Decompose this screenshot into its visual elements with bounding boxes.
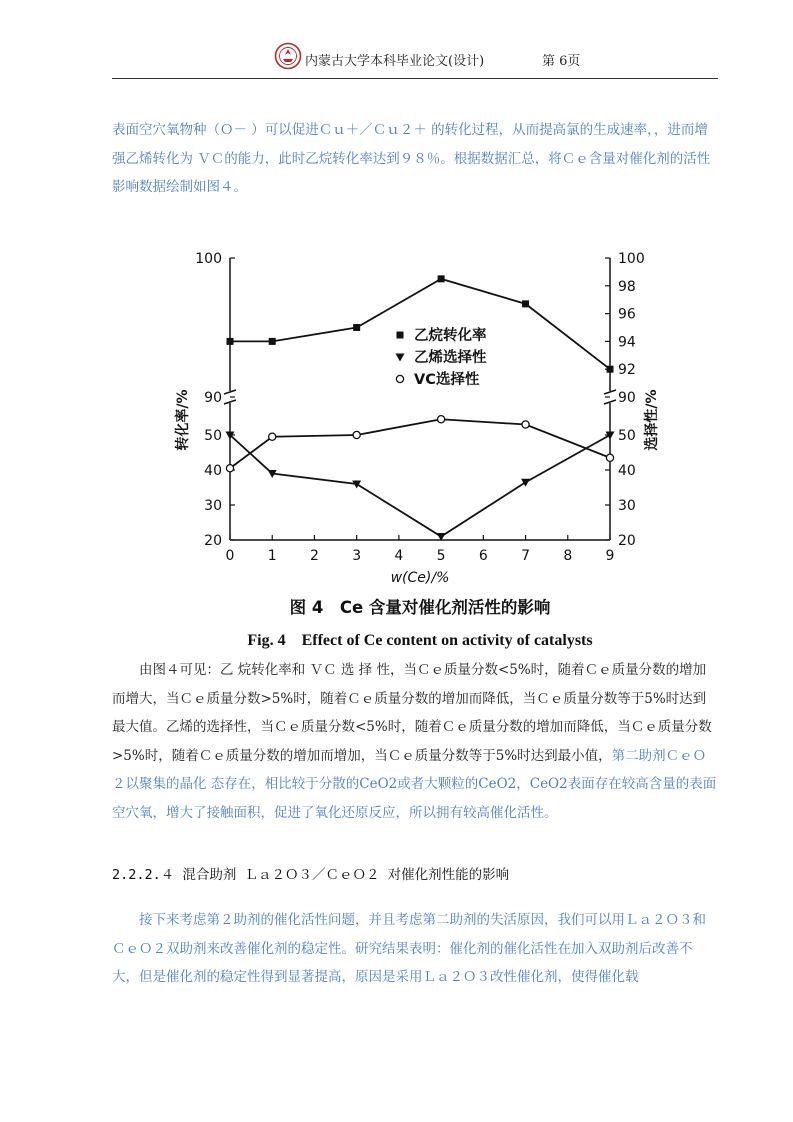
data-point-series-1: [269, 338, 276, 345]
paragraph-2-main: 由图４可见：乙 烷转化率和 ＶＣ 选 择 性，当Ｃｅ质量分数<5%时，随着Ｃｅ质量分数的增加而增大，当Ｃｅ质量分数>5%时，随着Ｃｅ质量分数的增加而降低，当Ｃｅ质量分数等于5%时达到最大值。乙烯的选择性，当Ｃｅ质量分数<5%时，随着Ｃｅ质量分数的增加而降低，当Ｃｅ质量分数>5%时，随着Ｃｅ质量分数的增加而增加，当Ｃｅ质量分数等于5%时达到最小值，: [112, 662, 712, 764]
y-right-tick-label: 96: [618, 306, 636, 323]
figure-4-chart: [160, 240, 660, 649]
x-tick-label: 9: [605, 548, 615, 564]
y-right-axis-label: 选择性/%: [644, 389, 660, 451]
y-left-tick-label: 20: [204, 533, 222, 549]
y-right-tick-label: 98: [618, 278, 636, 295]
y-left-tick-label: 90: [204, 390, 222, 406]
x-tick-label: 6: [478, 548, 488, 564]
x-axis-label: w(Ce)/%: [390, 570, 450, 586]
legend-label-3: VC选择性: [414, 372, 480, 388]
y-right-tick-label: 40: [618, 463, 636, 479]
legend-marker-2: [396, 354, 405, 362]
data-point-series-1: [227, 338, 234, 345]
y-right-tick-label: 90: [618, 390, 636, 406]
y-right-tick-label: 20: [618, 533, 636, 549]
series-line-3: [230, 419, 610, 468]
y-left-axis-label: 转化率/%: [175, 389, 191, 451]
figure-caption-en: Fig. 4 Effect of Ce content on activity of catalysts: [247, 632, 593, 649]
data-point-series-1: [607, 366, 614, 373]
y-right-tick-label: 92: [618, 362, 636, 379]
y-left-tick-label: 50: [204, 428, 222, 444]
legend-marker-1: [397, 332, 404, 339]
y-left-tick-label: 40: [204, 463, 222, 479]
university-seal-icon: [274, 42, 302, 70]
legend-marker-3: [396, 375, 403, 382]
y-right-tick-label: 94: [618, 334, 636, 351]
x-tick-label: 2: [309, 548, 319, 564]
paragraph-2-highlight: 第二助剂ＣｅＯ２以聚集的晶化 态存在，相比较于分散的CeO2或者大颗粒的CeO2，CeO2表面存在较高含量的表面空穴氧，增大了接触面积，促进了氧化还原反应，所以拥有较高催化活性。: [112, 747, 717, 821]
paragraph-2: [112, 656, 718, 827]
y-left-tick-label: 30: [204, 498, 222, 514]
data-point-series-3: [438, 416, 445, 423]
page-header: [112, 40, 718, 79]
series-line-2: [230, 435, 610, 537]
data-point-series-3: [269, 433, 276, 440]
header-title: 内蒙古大学本科毕业论文(设计): [305, 54, 485, 69]
x-tick-label: 0: [225, 548, 235, 564]
x-tick-label: 1: [267, 548, 277, 564]
page-number: 第 6页: [542, 54, 581, 69]
data-point-series-1: [353, 324, 360, 331]
legend-label-2: 乙烯选择性: [414, 350, 487, 366]
y-left-tick-label: 100: [195, 251, 222, 267]
data-point-series-1: [438, 275, 445, 282]
data-point-series-2: [521, 479, 530, 487]
x-tick-label: 7: [521, 548, 531, 564]
x-tick-label: 3: [352, 548, 362, 564]
data-point-series-3: [522, 421, 529, 428]
x-tick-label: 5: [436, 548, 446, 564]
data-point-series-3: [606, 454, 613, 461]
figure-caption-cn: 图 4 Ce 含量对催化剂活性的影响: [289, 598, 551, 617]
data-point-series-3: [226, 465, 233, 472]
y-right-tick-label: 30: [618, 498, 636, 514]
data-point-series-1: [522, 300, 529, 307]
paragraph-3: 接下来考虑第２助剂的催化活性问题，并且考虑第二助剂的失活原因，我们可以用Ｌａ２Ｏ３和ＣｅＯ２双助剂来改善催化剂的稳定性。研究结果表明：催化剂的催化活性在加入双助剂后改善不大，但是催化剂的稳定性得到显著提高，原因是采用Ｌａ２Ｏ３改性催化剂，使得催化载: [112, 912, 706, 985]
x-tick-label: 4: [394, 548, 404, 564]
section-heading: 2.2.2.４ 混合助剂 Ｌａ２Ｏ３／ＣｅＯ２ 对催化剂性能的影响: [112, 867, 510, 883]
x-tick-label: 8: [563, 548, 573, 564]
y-right-tick-label: 100: [618, 251, 645, 267]
y-right-tick-label: 50: [618, 428, 636, 444]
legend-label-1: 乙烷转化率: [414, 328, 487, 344]
data-point-series-3: [353, 431, 360, 438]
paragraph-1: 表面空穴氧物种（Ｏ－ ）可以促进Ｃｕ＋／Ｃｕ２＋ 的转化过程，从而提高氯的生成速率，，进而增强乙烯转化为 ＶＣ的能力，此时乙烷转化率达到９８％。根据数据汇总，将Ｃｅ含量对催化剂的活性影响数据绘制如图４。: [112, 122, 711, 195]
